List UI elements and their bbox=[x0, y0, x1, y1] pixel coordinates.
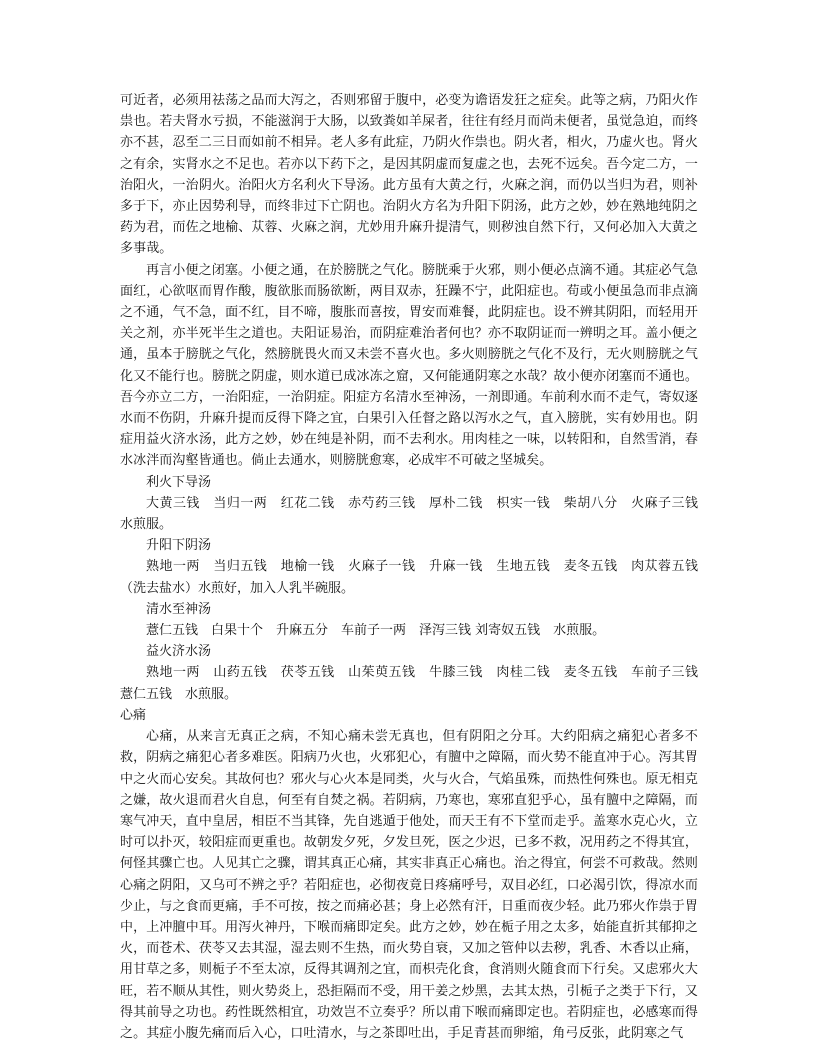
formula-name: 益火济水汤 bbox=[146, 644, 212, 660]
formula-name: 利火下导汤 bbox=[146, 474, 212, 490]
formula-ingredients: 大黄三钱 当归一两 红花二钱 赤芍药三钱 厚朴二钱 枳实一钱 柴胡八分 火麻子三钱 水煎服。 bbox=[120, 495, 712, 533]
formula-name: 清水至神汤 bbox=[146, 601, 212, 617]
paragraph-urinary-obstruction: 再言小便之闭塞。小便之通，在於膀胱之气化。膀胱乘于火邪，则小便必点滴不通。其症必气急面红，心欲呕而胃作酸，腹欲胀而肠欲断，两目双赤，狂躁不宁，此阳症也。苟或小便虽急而非点滴之不通，气不急，面不红，目不啼，腹胀而喜按，胃安而难餐，此阴症也。设不辨其阴阳，而轻用开关之剂，亦半死半生之道也。夫阳证易治，而阴症难治者何也？亦不取阴证而一辨明之耳。盖小便之通，虽本于膀胱之气化，然膀胱畏火而又未尝不喜火也。多火则膀胱之气化不及行，无火则膀胱之气化又不能行也。膀胱之阴虚，则水道已成冰冻之窟，又何能通阴寒之水哉？故小便亦闭塞而不通也。吾今亦立二方，一治阳症，一治阴症。阳症方名清水至神汤，一剂即通。车前利水而不走气，寄奴逐水而不伤阴，升麻升提而反得下降之宜，白果引入任督之路以泻水之气，直入膀胱，实有妙用也。阴症用益火济水汤，此方之妙，妙在纯是补阴，而不去利水。用肉桂之一味，以转阳和，自然雪消，春水冰泮而沟壑皆通也。倘止去通水，则膀胱愈寒，必成牢不可破之坚城矣。 bbox=[120, 262, 698, 469]
section-heading: 心痛 bbox=[120, 707, 147, 723]
formula-ingredients: 薏仁五钱 白果十个 升麻五分 车前子一两 泽泻三钱 刘寄奴五钱 水煎服。 bbox=[146, 623, 606, 639]
paragraph-heart-pain: 心痛，从来言无真正之病，不知心痛未尝无真也，但有阴阳之分耳。大约阳病之痛犯心者多不救，阴病之痛犯心者多难医。阳病乃火也，火邪犯心，有膻中之障隔，而火势不能直冲于心。泻其胃中之火而心安矣。其故何也？邪火与心火本是同类，火与火合，气焰虽殊，而热性何殊也。原无相克之嫌，故火退而君火自息，何至有自焚之祸。若阴病，乃寒也，寒邪直犯乎心，虽有膻中之障隔，而寒气冲天，直中皇居，相臣不当其锋，先自逃遁于他处，而天王有不下堂而走乎。盖寒水克心火，立时可以扑灭，较阳症而更重也。故朝发夕死，夕发旦死，医之少迟，已多不救，况用药之不得其宜，何怪其骤亡也。人见其亡之骤，谓其真正心痛，其实非真正心痛也。治之得宜，何尝不可救哉。然则心痛之阴阳，又乌可不辨之乎？若阳症也，必彻夜竟日疼痛呼号，双目必红，口必渴引饮，得凉水而少止，与之食而更痛，手不可按，按之而痛必甚；身上必然有汗，日重而夜少轻。此乃邪火作祟于胃中，上冲膻中耳。用泻火神丹，下喉而痛即定矣。此方之妙，妙在栀子用之太多，始能直折其郁抑之火，而苍术、茯苓又去其湿，湿去则不生热，而火势自衰，又加之管仲以去秽，乳香、木香以止痛，用甘草之多，则栀子不至太凉，反得其调剂之宜，而枳壳化食，食消则火随食而下行矣。又虑邪火大旺，若不顺从其性，则火势炎上，恐拒隔而不受，用干姜之炒黑，去其太热，引栀子之类于下行，又得其前导之功也。药性既然相宜，功效岂不立奏乎？所以甫下喉而痛即定也。若阴症也，必感寒而得之。其症小腹先痛而后入心，口吐清水，与之茶即吐出，手足青甚而卵缩，角弓反张，此阴寒之气 bbox=[120, 729, 698, 1041]
paragraph-bowel-obstruction: 可近者，必须用祛荡之品而大泻之，否则邪留于腹中，必变为谵语发狂之症矣。此等之病，乃阳火作祟也。若夫肾水亏损，不能滋润于大肠，以致粪如羊屎者，往往有经月而尚未便者，虽觉急迫，而终亦不甚，忍至二三日而如前不相异。老人多有此症，乃阴火作祟也。阴火者，相火，乃虚火也。肾火之有余，实肾水之不足也。若亦以下药下之，是因其阴虚而复虚之也，去死不远矣。吾今定二方，一治阳火，一治阴火。治阳火方名利火下导汤。此方虽有大黄之行，火麻之润，而仍以当归为君，则补多于下，亦止因势利导，而终非过下亡阴也。治阴火方名为升阳下阴汤，此方之妙，妙在熟地纯阴之药为君，而佐之地榆、苁蓉、火麻之润，尤妙用升麻升提清气，则秽浊自然下行，又何必加入大黄之多事哉。 bbox=[120, 93, 698, 257]
formula-ingredients: 熟地一两 山药五钱 茯苓五钱 山茱萸五钱 牛膝三钱 肉桂二钱 麦冬五钱 车前子三钱 薏仁五钱 水煎服。 bbox=[120, 665, 712, 702]
formula-ingredients: 熟地一两 当归五钱 地榆一钱 火麻子一钱 升麻一钱 生地五钱 麦冬五钱 肉苁蓉五钱（洗去盐水）水煎好，加入人乳半碗服。 bbox=[120, 559, 698, 596]
formula-name: 升阳下阴汤 bbox=[146, 538, 212, 554]
